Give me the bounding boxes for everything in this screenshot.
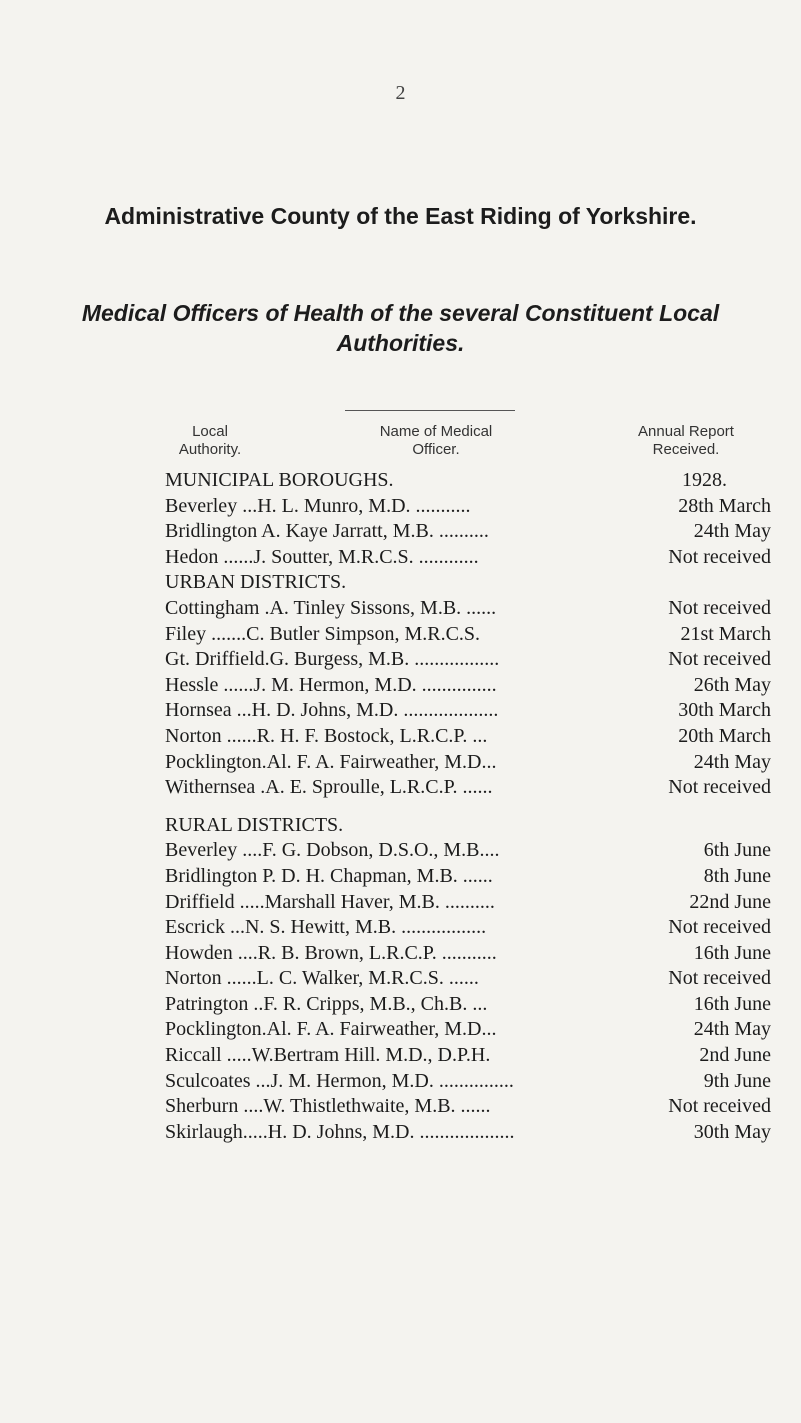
- row-report-date: Not received: [668, 916, 771, 939]
- row-authority-officer: Beverley ....F. G. Dobson, D.S.O., M.B....: [165, 839, 500, 862]
- column-header-annual-report: Annual Report Received.: [638, 423, 734, 458]
- section-heading-urban: URBAN DISTRICTS.: [165, 571, 347, 594]
- row-report-date: Not received: [668, 648, 771, 671]
- row-authority-officer: Beverley ...H. L. Munro, M.D. ...........: [165, 494, 471, 517]
- row-report-date: 24th May: [693, 750, 771, 773]
- row-report-date: 22nd June: [689, 890, 771, 913]
- officer-table: [165, 468, 771, 1145]
- row-report-date: 24th May: [693, 520, 771, 543]
- section-heading-label: MUNICIPAL BOROUGHS.: [165, 469, 394, 491]
- row-authority-officer: Pocklington.Al. F. A. Fairweather, M.D...: [165, 750, 497, 773]
- table-row: [165, 992, 771, 1018]
- row-authority-officer: Norton ......R. H. F. Bostock, L.R.C.P. ...: [165, 724, 488, 747]
- table-row: [165, 941, 771, 967]
- table-row: [165, 864, 771, 890]
- row-report-date: Not received: [668, 545, 771, 568]
- row-authority-officer: Sculcoates ...J. M. Hermon, M.D. ...............: [165, 1069, 514, 1092]
- table-row: [165, 838, 771, 864]
- row-authority-officer: Howden ....R. B. Brown, L.R.C.P. ...........: [165, 941, 497, 964]
- divider-rule: [345, 410, 515, 411]
- row-report-date: 16th June: [693, 992, 771, 1015]
- table-row: [165, 1120, 771, 1146]
- row-authority-officer: Gt. Driffield.G. Burgess, M.B. .................: [165, 648, 500, 671]
- table-row: [165, 1017, 771, 1043]
- row-report-date: 30th May: [693, 1120, 771, 1143]
- table-row: [165, 750, 771, 776]
- page-number: 2: [395, 82, 406, 104]
- row-authority-officer: Bridlington A. Kaye Jarratt, M.B. ..........: [165, 520, 489, 543]
- report-year: 1928.: [682, 469, 727, 491]
- table-row: [165, 519, 771, 545]
- table-row: [165, 724, 771, 750]
- row-report-date: 24th May: [693, 1018, 771, 1041]
- table-row: [165, 494, 771, 520]
- table-row: [165, 698, 771, 724]
- table-row: [165, 775, 771, 801]
- document-subtitle: Medical Officers of Health of the several Constituent Local Authorities.: [81, 300, 720, 356]
- row-authority-officer: Hornsea ...H. D. Johns, M.D. ...................: [165, 699, 499, 722]
- table-row: [165, 890, 771, 916]
- row-report-date: Not received: [668, 1095, 771, 1118]
- row-authority-officer: Riccall .....W.Bertram Hill. M.D., D.P.H.: [165, 1044, 491, 1067]
- table-row: [165, 966, 771, 992]
- row-authority-officer: Cottingham .A. Tinley Sissons, M.B. ......: [165, 596, 497, 619]
- column-header-medical-officer: Name of Medical Officer.: [379, 423, 493, 458]
- table-row: [165, 673, 771, 699]
- row-report-date: Not received: [668, 596, 771, 619]
- row-report-date: 2nd June: [699, 1044, 771, 1067]
- table-row: [165, 545, 771, 571]
- table-row: [165, 596, 771, 622]
- row-authority-officer: Pocklington.Al. F. A. Fairweather, M.D...: [165, 1018, 497, 1041]
- row-report-date: 8th June: [703, 864, 771, 887]
- row-report-date: 21st March: [680, 622, 771, 645]
- row-report-date: 6th June: [703, 839, 771, 862]
- row-authority-officer: Escrick ...N. S. Hewitt, M.B. .................: [165, 916, 487, 939]
- row-authority-officer: Sherburn ....W. Thistlethwaite, M.B. ......: [165, 1095, 491, 1118]
- row-authority-officer: Filey .......C. Butler Simpson, M.R.C.S.: [165, 622, 481, 645]
- table-row: [165, 1094, 771, 1120]
- row-authority-officer: Norton ......L. C. Walker, M.R.C.S. ......: [165, 967, 479, 990]
- table-row: [165, 622, 771, 648]
- row-authority-officer: Skirlaugh.....H. D. Johns, M.D. ...................: [165, 1120, 515, 1143]
- row-report-date: 9th June: [703, 1069, 771, 1092]
- row-authority-officer: Bridlington P. D. H. Chapman, M.B. ......: [165, 864, 493, 887]
- table-row: [165, 1043, 771, 1069]
- row-authority-officer: Withernsea .A. E. Sproulle, L.R.C.P. ......: [165, 776, 493, 799]
- row-report-date: 28th March: [678, 494, 771, 517]
- table-row: [165, 647, 771, 673]
- row-authority-officer: Driffield .....Marshall Haver, M.B. ..........: [165, 890, 495, 913]
- row-report-date: 30th March: [678, 699, 771, 722]
- document-title: Administrative County of the East Riding of Yorkshire.: [104, 203, 697, 229]
- section-heading-rural: RURAL DISTRICTS.: [165, 813, 344, 836]
- table-row: [165, 915, 771, 941]
- row-report-date: Not received: [668, 776, 771, 799]
- column-header-local-authority: Local Authority.: [178, 423, 242, 458]
- row-authority-officer: Hedon ......J. Soutter, M.R.C.S. ............: [165, 545, 479, 568]
- table-row: [165, 1069, 771, 1095]
- row-report-date: 16th June: [693, 941, 771, 964]
- row-authority-officer: Hessle ......J. M. Hermon, M.D. ...............: [165, 673, 497, 696]
- row-authority-officer: Patrington ..F. R. Cripps, M.B., Ch.B. ...: [165, 992, 488, 1015]
- row-report-date: Not received: [668, 967, 771, 990]
- row-report-date: 20th March: [678, 724, 771, 747]
- row-report-date: 26th May: [693, 673, 771, 696]
- section-heading-municipal: [165, 468, 771, 494]
